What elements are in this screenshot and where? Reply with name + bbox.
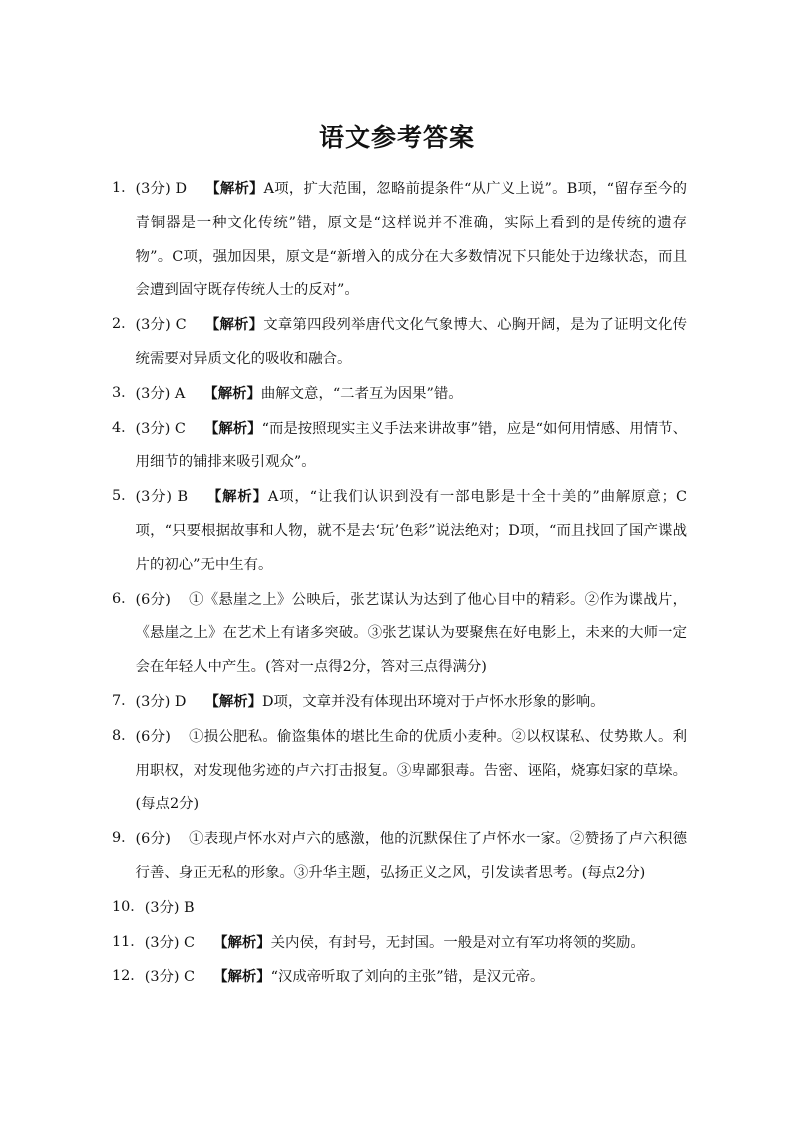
analysis-tag: 【解析】 [204, 692, 263, 710]
item-score: (3分) C [144, 969, 196, 986]
item-text: A项，扩大范围，忽略前提条件“从广义上说”。B项，“留存至今的青铜器是一种文化传统”错，原文是“这样说并不准确，实际上看到的是传统的遗存物”。C项，强加因果，原文是“新增入的成分在大多数情况下只能处于边缘状态，而且会遭到固守既存传统人士的反对”。 [135, 181, 687, 299]
item-score: (3分) C [135, 317, 187, 334]
item-number: 10． [112, 898, 145, 915]
answer-item-7 [112, 685, 687, 720]
answer-item-4 [112, 412, 687, 481]
item-score: (3分) B [135, 489, 189, 506]
item-text: ①《悬崖之上》公映后，张艺谋认为达到了他心目中的精彩。②作为谍战片，《悬崖之上》在艺术上有诸多突破。③张艺谋认为要聚焦在好电影上，未来的大师一定会在年轻人中产生。(答对一点得2分，答对三点得满分) [135, 591, 687, 676]
item-score: (3分) B [144, 899, 195, 916]
analysis-tag: 【解析】 [213, 933, 271, 951]
item-text: ①表现卢怀水对卢六的感激，他的沉默保住了卢怀水一家。②赞扬了卢六积德行善、身正无私的形象。③升华主题，弘扬正义之风，引发读者思考。(每点2分) [135, 831, 687, 881]
item-text: ①损公肥私。偷盗集体的堪比生命的优质小麦种。②以权谋私、仗势欺人。利用职权，对发现他劣迹的卢六打击报复。③卑鄙狠毒。告密、诬陷，烧寡妇家的草垛。(每点2分) [135, 728, 687, 813]
answer-item-11 [112, 926, 687, 961]
item-score: (3分) D [135, 693, 187, 710]
item-score: (3分) C [144, 934, 196, 951]
item-score: (3分) A [135, 385, 186, 402]
item-number: 7． [112, 692, 136, 709]
item-number: 1． [112, 180, 136, 196]
item-score: (6分) [135, 831, 171, 848]
item-text: D项，文章并没有体现出环境对于卢怀水形象的影响。 [262, 693, 605, 710]
item-text: 关内侯，有封号，无封国。一般是对立有军功将领的奖励。 [270, 934, 645, 951]
item-number: 8． [112, 727, 136, 744]
item-number: 4． [112, 419, 136, 436]
analysis-tag: 【解析】 [204, 316, 264, 334]
item-text: 曲解文意，“二者互为因果”错。 [260, 385, 463, 402]
item-number: 6． [112, 590, 136, 607]
item-text: “汉成帝听取了刘向的主张”错，是汉元帝。 [270, 969, 545, 986]
item-score: (6分) [135, 728, 171, 745]
answer-item-5 [112, 480, 687, 582]
answer-item-1 [112, 172, 687, 308]
answer-item-8 [112, 720, 687, 822]
item-text: A项，“让我们认识到没有一部电影是十全十美的”曲解原意；C项，“只要根据故事和人物，就不是去‘玩’色彩”说法绝对；D项，“而且找回了国产谍战片的初心”无中生有。 [135, 489, 687, 573]
item-number: 2． [112, 316, 136, 333]
item-score: (3分) D [135, 181, 188, 197]
answer-item-12 [112, 960, 687, 995]
item-text: “而是按照现实主义手法来讲故事”错，应是“如何用情感、用情节、用细节的铺排来吸引观众”。 [135, 420, 687, 471]
item-number: 11． [112, 933, 145, 950]
analysis-tag: 【解析】 [206, 488, 268, 506]
item-number: 9． [112, 830, 136, 847]
analysis-tag: 【解析】 [203, 419, 262, 437]
answer-item-10 [112, 891, 687, 926]
item-number: 3． [112, 384, 136, 401]
analysis-tag: 【解析】 [203, 384, 261, 402]
answer-item-6 [112, 583, 687, 685]
analysis-tag: 【解析】 [205, 180, 264, 197]
item-text: 文章第四段列举唐代文化气象博大、心胸开阔，是为了证明文化传统需要对异质文化的吸收和融合。 [135, 317, 687, 367]
item-score: (6分) [135, 591, 171, 608]
answer-item-2 [112, 308, 687, 377]
item-score: (3分) C [135, 420, 186, 437]
analysis-tag: 【解析】 [213, 968, 271, 986]
item-number: 12． [112, 968, 145, 985]
answer-item-9 [112, 822, 687, 891]
page-title: 语文参考答案 [318, 123, 475, 152]
item-number: 5． [112, 488, 136, 505]
answer-list [112, 172, 687, 995]
answer-item-3 [112, 377, 687, 412]
